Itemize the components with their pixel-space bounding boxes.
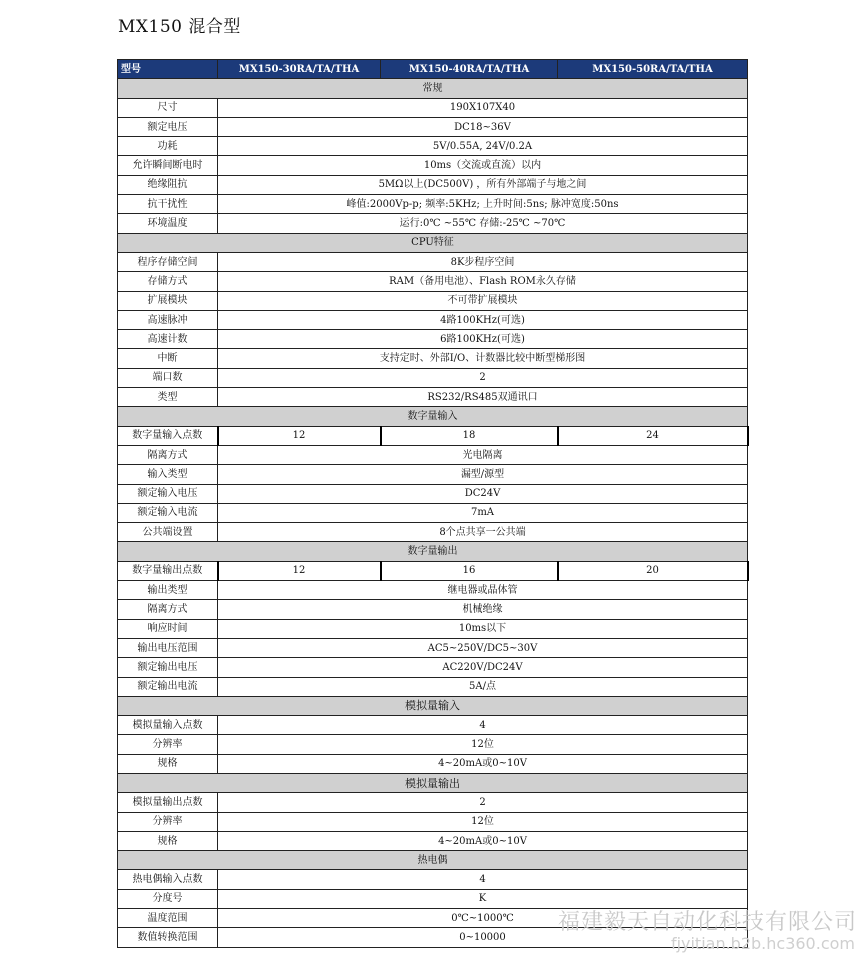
- row-label: 额定输出电流: [118, 677, 218, 696]
- table-row: [118, 677, 748, 696]
- table-row: [118, 503, 748, 522]
- row-label: 输出电压范围: [118, 638, 218, 657]
- row-label: 类型: [118, 388, 218, 407]
- table-row: [118, 754, 748, 773]
- row-value: 2: [218, 368, 748, 387]
- row-value-model-2: 18: [381, 426, 558, 445]
- row-label: 热电偶输入点数: [118, 870, 218, 889]
- row-label: 程序存储空间: [118, 252, 218, 271]
- row-value: 支持定时、外部I/O、计数器比较中断型梯形图: [218, 349, 748, 368]
- row-label: 规格: [118, 754, 218, 773]
- table-row: [118, 716, 748, 735]
- watermark-company: 福建毅天自动化科技有限公司: [557, 910, 857, 935]
- row-label: 分度号: [118, 889, 218, 908]
- table-row: [118, 214, 748, 233]
- table-row: [118, 195, 748, 214]
- table-row: [118, 310, 748, 329]
- header-row: [118, 60, 748, 79]
- header-model-50: MX150-50RA/TA/THA: [558, 60, 748, 79]
- row-label: 数字量输入点数: [118, 426, 218, 445]
- table-row: [118, 465, 748, 484]
- row-value: DC18~36V: [218, 117, 748, 136]
- spec-table: [117, 59, 749, 948]
- section-title: CPU特征: [118, 233, 748, 252]
- table-row: [118, 658, 748, 677]
- row-value: AC220V/DC24V: [218, 658, 748, 677]
- section-row: [118, 407, 748, 426]
- watermark-url: fjyitian.b2b.hc360.com: [670, 934, 855, 953]
- table-row: [118, 426, 748, 445]
- table-row: [118, 831, 748, 850]
- row-label: 分辨率: [118, 812, 218, 831]
- row-label: 隔离方式: [118, 445, 218, 464]
- row-value: 不可带扩展模块: [218, 291, 748, 310]
- row-label: 响应时间: [118, 619, 218, 638]
- table-row: [118, 368, 748, 387]
- row-label: 数值转换范围: [118, 928, 218, 947]
- row-value: 8个点共享一公共端: [218, 523, 748, 542]
- table-row: [118, 812, 748, 831]
- section-row: [118, 773, 748, 792]
- row-label: 环境温度: [118, 214, 218, 233]
- row-label: 额定输入电压: [118, 484, 218, 503]
- row-value: K: [218, 889, 748, 908]
- row-label: 中断: [118, 349, 218, 368]
- row-value-model-1: 12: [218, 561, 381, 580]
- row-value-model-3: 20: [558, 561, 748, 580]
- table-row: [118, 523, 748, 542]
- table-row: [118, 98, 748, 117]
- row-value: 12位: [218, 735, 748, 754]
- row-value: 0~10000: [218, 928, 748, 947]
- row-label: 输入类型: [118, 465, 218, 484]
- row-value: 漏型/源型: [218, 465, 748, 484]
- table-row: [118, 330, 748, 349]
- page-title: MX150 混合型: [118, 17, 241, 37]
- section-row: [118, 542, 748, 561]
- row-value: 4: [218, 870, 748, 889]
- table-row: [118, 735, 748, 754]
- table-row: [118, 388, 748, 407]
- table-row: [118, 561, 748, 580]
- section-row: [118, 851, 748, 870]
- table-row: [118, 619, 748, 638]
- row-label: 模拟量输出点数: [118, 793, 218, 812]
- row-label: 绝缘阻抗: [118, 175, 218, 194]
- row-value: 光电隔离: [218, 445, 748, 464]
- header-model-40: MX150-40RA/TA/THA: [381, 60, 558, 79]
- row-value: RS232/RS485双通讯口: [218, 388, 748, 407]
- row-value: RAM（备用电池）、Flash ROM永久存储: [218, 272, 748, 291]
- table-row: [118, 137, 748, 156]
- row-value-model-3: 24: [558, 426, 748, 445]
- row-value: 5V/0.55A, 24V/0.2A: [218, 137, 748, 156]
- row-label: 隔离方式: [118, 600, 218, 619]
- row-value: 5A/点: [218, 677, 748, 696]
- section-title: 数字量输出: [118, 542, 748, 561]
- table-row: [118, 349, 748, 368]
- row-label: 额定电压: [118, 117, 218, 136]
- row-label: 额定输入电流: [118, 503, 218, 522]
- row-label: 温度范围: [118, 909, 218, 928]
- section-title: 热电偶: [118, 851, 748, 870]
- row-label: 分辨率: [118, 735, 218, 754]
- row-value: 6路100KHz(可选): [218, 330, 748, 349]
- row-label: 扩展模块: [118, 291, 218, 310]
- section-title: 模拟量输入: [118, 696, 748, 715]
- row-label: 高速计数: [118, 330, 218, 349]
- row-label: 额定输出电压: [118, 658, 218, 677]
- row-label: 公共端设置: [118, 523, 218, 542]
- spec-table-body: [118, 79, 748, 947]
- section-row: [118, 696, 748, 715]
- row-label: 抗干扰性: [118, 195, 218, 214]
- row-label: 数字量输出点数: [118, 561, 218, 580]
- row-value: 4路100KHz(可选): [218, 310, 748, 329]
- table-row: [118, 793, 748, 812]
- row-label: 输出类型: [118, 581, 218, 600]
- section-title: 常规: [118, 79, 748, 98]
- table-row: [118, 870, 748, 889]
- table-row: [118, 638, 748, 657]
- row-label: 模拟量输入点数: [118, 716, 218, 735]
- row-value: 10ms以下: [218, 619, 748, 638]
- row-value: DC24V: [218, 484, 748, 503]
- row-value: 0℃~1000℃: [218, 909, 748, 928]
- section-row: [118, 233, 748, 252]
- row-value: 5MΩ以上(DC500V) ，所有外部端子与地之间: [218, 175, 748, 194]
- row-label: 功耗: [118, 137, 218, 156]
- table-row: [118, 117, 748, 136]
- header-model-30: MX150-30RA/TA/THA: [218, 60, 381, 79]
- table-row: [118, 272, 748, 291]
- row-label: 端口数: [118, 368, 218, 387]
- row-value: 继电器或晶体管: [218, 581, 748, 600]
- row-value: 机械绝缘: [218, 600, 748, 619]
- row-value: 7mA: [218, 503, 748, 522]
- row-label: 规格: [118, 831, 218, 850]
- row-value: 4~20mA或0~10V: [218, 831, 748, 850]
- row-value: 运行:0℃ ~55℃ 存储:-25℃ ~70℃: [218, 214, 748, 233]
- row-label: 存储方式: [118, 272, 218, 291]
- section-title: 模拟量输出: [118, 773, 748, 792]
- row-value: 峰值:2000Vp-p; 频率:5KHz; 上升时间:5ns; 脉冲宽度:50ns: [218, 195, 748, 214]
- row-value: 10ms（交流或直流）以内: [218, 156, 748, 175]
- row-label: 尺寸: [118, 98, 218, 117]
- section-row: [118, 79, 748, 98]
- row-value-model-2: 16: [381, 561, 558, 580]
- row-value: 190X107X40: [218, 98, 748, 117]
- row-value: AC5~250V/DC5~30V: [218, 638, 748, 657]
- table-row: [118, 581, 748, 600]
- header-model-label: 型号: [118, 60, 218, 79]
- table-row: [118, 600, 748, 619]
- table-row: [118, 175, 748, 194]
- table-row: [118, 156, 748, 175]
- table-row: [118, 484, 748, 503]
- row-value-model-1: 12: [218, 426, 381, 445]
- row-label: 允许瞬间断电时: [118, 156, 218, 175]
- row-value: 2: [218, 793, 748, 812]
- table-row: [118, 445, 748, 464]
- row-value: 4: [218, 716, 748, 735]
- table-row: [118, 291, 748, 310]
- row-value: 12位: [218, 812, 748, 831]
- table-row: [118, 252, 748, 271]
- section-title: 数字量输入: [118, 407, 748, 426]
- row-value: 8K步程序空间: [218, 252, 748, 271]
- row-value: 4~20mA或0~10V: [218, 754, 748, 773]
- row-label: 高速脉冲: [118, 310, 218, 329]
